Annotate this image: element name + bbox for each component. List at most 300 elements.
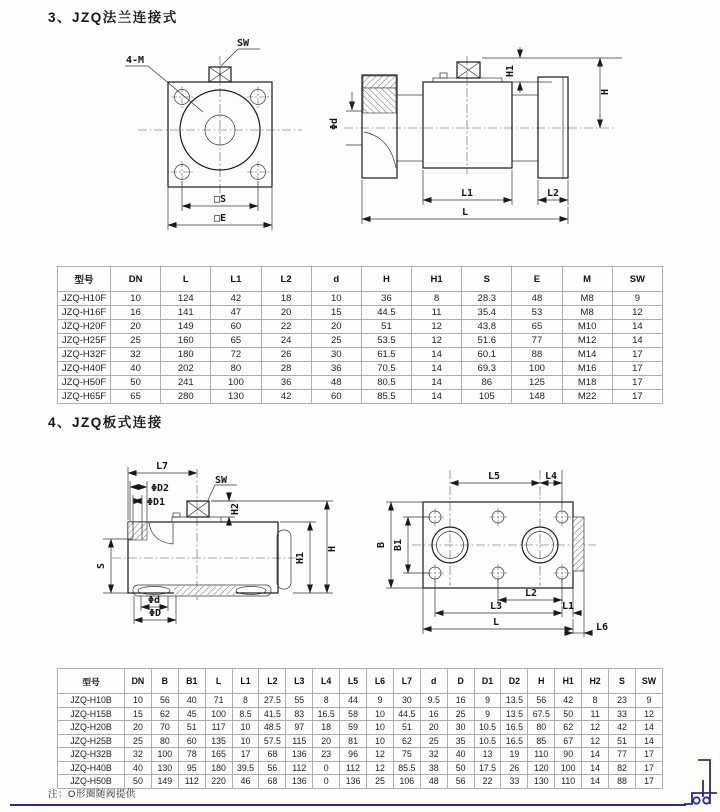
dim-label-b1: B1 bbox=[393, 538, 404, 552]
table-cell: 117 bbox=[205, 721, 232, 735]
table-cell: 16.5 bbox=[313, 707, 340, 721]
table-cell: 100 bbox=[205, 707, 232, 721]
column-header: L5 bbox=[340, 669, 367, 694]
table-cell: 78 bbox=[178, 748, 205, 762]
column-header: H bbox=[361, 267, 411, 292]
table-cell: 42 bbox=[555, 694, 582, 708]
table-cell: 9 bbox=[367, 694, 394, 708]
column-header: D bbox=[447, 669, 474, 694]
column-header: L2 bbox=[259, 669, 286, 694]
table-cell: 180 bbox=[205, 761, 232, 775]
table-cell: 8 bbox=[582, 694, 609, 708]
table-cell: 67.5 bbox=[528, 707, 555, 721]
table-cell: 85 bbox=[528, 734, 555, 748]
table-cell: 68 bbox=[259, 775, 286, 789]
table-cell: 10 bbox=[111, 292, 161, 306]
table-cell: 50 bbox=[555, 707, 582, 721]
dim-label-l-plate: L bbox=[492, 617, 500, 628]
table-cell: JZQ-H25B bbox=[58, 734, 125, 748]
table-cell: 47 bbox=[211, 306, 261, 320]
table-cell: 136 bbox=[340, 775, 367, 789]
dim-label-l1: L1 bbox=[460, 188, 474, 199]
table-cell: 65 bbox=[111, 390, 161, 404]
table-cell: 97 bbox=[286, 721, 313, 735]
table-cell: 60 bbox=[178, 734, 205, 748]
table-cell: M10 bbox=[562, 320, 612, 334]
table-cell: 136 bbox=[286, 748, 313, 762]
table-cell: 202 bbox=[161, 362, 211, 376]
table-cell: 44.5 bbox=[361, 306, 411, 320]
table-cell: 53 bbox=[512, 306, 562, 320]
dim-label-square-s: □S bbox=[213, 194, 227, 205]
plate-connection-drawings bbox=[0, 448, 720, 660]
table-cell: 12 bbox=[367, 748, 394, 762]
table-cell: 136 bbox=[286, 775, 313, 789]
table-cell: M22 bbox=[562, 390, 612, 404]
table-row bbox=[58, 348, 663, 362]
table-cell: 69.3 bbox=[462, 362, 512, 376]
table-cell: 51 bbox=[361, 320, 411, 334]
table-cell: 12 bbox=[582, 734, 609, 748]
table-cell: 56 bbox=[447, 775, 474, 789]
table-cell: 19 bbox=[501, 748, 528, 762]
table-cell: 68 bbox=[259, 748, 286, 762]
table-cell: 51.6 bbox=[462, 334, 512, 348]
table-row bbox=[58, 761, 663, 775]
dim-label-l2: L2 bbox=[546, 188, 560, 199]
table-cell: 9 bbox=[474, 694, 501, 708]
dim-label-h1-plate: H1 bbox=[295, 551, 306, 565]
table-cell: 80 bbox=[211, 362, 261, 376]
column-header: d bbox=[420, 669, 447, 694]
table-cell: 82 bbox=[609, 761, 636, 775]
table-row bbox=[58, 721, 663, 735]
table-cell: 125 bbox=[512, 376, 562, 390]
table-cell: 53.5 bbox=[361, 334, 411, 348]
table-cell: 16.5 bbox=[501, 721, 528, 735]
table-cell: 180 bbox=[161, 348, 211, 362]
dim-label-l7: L7 bbox=[155, 461, 169, 472]
table-cell: 17 bbox=[635, 748, 662, 762]
dim-label-phi-d-small: Φd bbox=[147, 595, 161, 606]
column-header: L4 bbox=[313, 669, 340, 694]
section-3-title: 3、JZQ法兰连接式 bbox=[48, 10, 178, 25]
table-cell: 112 bbox=[178, 775, 205, 789]
table-cell: 15 bbox=[311, 306, 361, 320]
table-cell: 18 bbox=[313, 721, 340, 735]
table-cell: 9 bbox=[635, 694, 662, 708]
table-cell: 51 bbox=[609, 734, 636, 748]
dim-label-sw: SW bbox=[237, 38, 250, 49]
table-cell: 12 bbox=[412, 320, 462, 334]
table-cell: 17.5 bbox=[474, 761, 501, 775]
table-cell: 15 bbox=[125, 707, 152, 721]
table-cell: 48 bbox=[512, 292, 562, 306]
section-4-title: 4、JZQ板式连接 bbox=[48, 415, 163, 430]
table-cell: 13.5 bbox=[501, 707, 528, 721]
header-row bbox=[58, 669, 663, 694]
table-row bbox=[58, 306, 663, 320]
table-cell: 100 bbox=[211, 376, 261, 390]
brand-knot-logo bbox=[684, 753, 720, 807]
dim-label-phi-d-cap: ΦD bbox=[148, 608, 162, 619]
table-cell: 51 bbox=[393, 721, 420, 735]
table-cell: 44 bbox=[340, 694, 367, 708]
table-cell: 35.4 bbox=[462, 306, 512, 320]
table-cell: 65 bbox=[211, 334, 261, 348]
table-cell: 8 bbox=[313, 694, 340, 708]
table-cell: 22 bbox=[261, 320, 311, 334]
table-cell: 10.5 bbox=[474, 721, 501, 735]
table-row bbox=[58, 376, 663, 390]
column-header: H2 bbox=[582, 669, 609, 694]
table-cell: 17 bbox=[635, 761, 662, 775]
table-cell: 14 bbox=[582, 748, 609, 762]
table-cell: JZQ-H15B bbox=[58, 707, 125, 721]
table-cell: 14 bbox=[612, 320, 662, 334]
dim-label-l1-plate: L1 bbox=[561, 601, 575, 612]
table-cell: 12 bbox=[582, 721, 609, 735]
table-cell: 85.5 bbox=[393, 761, 420, 775]
table-cell: 38 bbox=[420, 761, 447, 775]
table-cell: 0 bbox=[313, 761, 340, 775]
column-header: d bbox=[311, 267, 361, 292]
table-cell: 33 bbox=[609, 707, 636, 721]
table-cell: 9.5 bbox=[420, 694, 447, 708]
column-header: S bbox=[609, 669, 636, 694]
table-cell: 14 bbox=[582, 775, 609, 789]
bottom-rule bbox=[10, 804, 686, 806]
table-cell: 25 bbox=[367, 775, 394, 789]
dim-label-square-e: □E bbox=[213, 213, 227, 224]
table-cell: 60 bbox=[211, 320, 261, 334]
table-cell: 135 bbox=[205, 734, 232, 748]
table-cell: 80 bbox=[151, 734, 178, 748]
column-header: L bbox=[205, 669, 232, 694]
table-cell: 50 bbox=[447, 761, 474, 775]
table-cell: 61.5 bbox=[361, 348, 411, 362]
table-cell: 20 bbox=[313, 734, 340, 748]
table-cell: JZQ-H32F bbox=[58, 348, 111, 362]
column-header: L6 bbox=[367, 669, 394, 694]
table-cell: 33 bbox=[501, 775, 528, 789]
table-cell: M12 bbox=[562, 334, 612, 348]
table-cell: 14 bbox=[612, 334, 662, 348]
table-cell: 110 bbox=[555, 775, 582, 789]
table-cell: 130 bbox=[151, 761, 178, 775]
table-cell: 42 bbox=[211, 292, 261, 306]
table-cell: 112 bbox=[340, 761, 367, 775]
table-cell: 39.5 bbox=[232, 761, 259, 775]
column-header: H1 bbox=[412, 267, 462, 292]
column-header: L bbox=[161, 267, 211, 292]
column-header: D2 bbox=[501, 669, 528, 694]
column-header: E bbox=[512, 267, 562, 292]
table-cell: 20 bbox=[261, 306, 311, 320]
column-header: M bbox=[562, 267, 612, 292]
table-cell: 14 bbox=[412, 376, 462, 390]
table-row bbox=[58, 390, 663, 404]
table-cell: 85.5 bbox=[361, 390, 411, 404]
dim-label-h2: H2 bbox=[230, 502, 241, 516]
column-header: SW bbox=[635, 669, 662, 694]
table-cell: 70 bbox=[151, 721, 178, 735]
table-cell: 70.5 bbox=[361, 362, 411, 376]
table-cell: JZQ-H10B bbox=[58, 694, 125, 708]
table-cell: 14 bbox=[412, 362, 462, 376]
table-cell: 10.5 bbox=[474, 734, 501, 748]
table-cell: 55 bbox=[286, 694, 313, 708]
dim-label-b: B bbox=[376, 541, 387, 549]
table-cell: JZQ-H16F bbox=[58, 306, 111, 320]
table-cell: 42 bbox=[261, 390, 311, 404]
table-cell: 10 bbox=[367, 707, 394, 721]
table-cell: 14 bbox=[412, 348, 462, 362]
dim-label-4-m: 4-M bbox=[126, 55, 145, 66]
column-header: DN bbox=[111, 267, 161, 292]
table-cell: 20 bbox=[420, 721, 447, 735]
table-cell: 148 bbox=[512, 390, 562, 404]
table-cell: 280 bbox=[161, 390, 211, 404]
table-cell: 56 bbox=[259, 761, 286, 775]
dim-label-phi-d2: ΦD2 bbox=[151, 483, 170, 494]
table-cell: 42 bbox=[609, 721, 636, 735]
table-cell: 88 bbox=[512, 348, 562, 362]
table-cell: 80.5 bbox=[361, 376, 411, 390]
table-cell: 124 bbox=[161, 292, 211, 306]
table-cell: 32 bbox=[125, 748, 152, 762]
table-cell: 28.3 bbox=[462, 292, 512, 306]
table-cell: 28 bbox=[261, 362, 311, 376]
table-cell: 25 bbox=[111, 334, 161, 348]
table-cell: 56 bbox=[528, 694, 555, 708]
table-cell: 51 bbox=[178, 721, 205, 735]
table-cell: JZQ-H40F bbox=[58, 362, 111, 376]
table-cell: 115 bbox=[286, 734, 313, 748]
table-cell: 88 bbox=[609, 775, 636, 789]
table-cell: 60 bbox=[311, 390, 361, 404]
dim-label-l6: L6 bbox=[596, 622, 609, 633]
table-cell: 30 bbox=[393, 694, 420, 708]
table-cell: 10 bbox=[367, 734, 394, 748]
table-cell: 13.5 bbox=[501, 694, 528, 708]
table-cell: 48 bbox=[420, 775, 447, 789]
plate-dimension-table bbox=[57, 668, 663, 789]
table-cell: JZQ-H40B bbox=[58, 761, 125, 775]
column-header: 型号 bbox=[58, 267, 111, 292]
table-cell: 62 bbox=[151, 707, 178, 721]
table-cell: 23 bbox=[313, 748, 340, 762]
table-cell: 26 bbox=[261, 348, 311, 362]
table-cell: 18 bbox=[261, 292, 311, 306]
table-cell: 13 bbox=[474, 748, 501, 762]
column-header: H bbox=[528, 669, 555, 694]
table-row bbox=[58, 292, 663, 306]
table-cell: 83 bbox=[286, 707, 313, 721]
column-header: D1 bbox=[474, 669, 501, 694]
table-cell: 25 bbox=[447, 707, 474, 721]
table-cell: 77 bbox=[512, 334, 562, 348]
table-cell: 16 bbox=[447, 694, 474, 708]
table-cell: 100 bbox=[555, 761, 582, 775]
table-cell: 160 bbox=[161, 334, 211, 348]
table-cell: 75 bbox=[393, 748, 420, 762]
table-cell: 81 bbox=[340, 734, 367, 748]
table-cell: 16.5 bbox=[501, 734, 528, 748]
table-cell: 36 bbox=[361, 292, 411, 306]
table-cell: 48.5 bbox=[259, 721, 286, 735]
table-cell: 20 bbox=[311, 320, 361, 334]
table-cell: M8 bbox=[562, 292, 612, 306]
flange-front-view bbox=[125, 38, 302, 230]
table-cell: 72 bbox=[211, 348, 261, 362]
table-cell: 32 bbox=[111, 348, 161, 362]
table-cell: 40 bbox=[178, 694, 205, 708]
table-cell: 65 bbox=[512, 320, 562, 334]
table-cell: 20 bbox=[125, 721, 152, 735]
table-cell: 80 bbox=[528, 721, 555, 735]
dim-label-l2-plate: L2 bbox=[524, 588, 538, 599]
table-cell: 32 bbox=[420, 748, 447, 762]
table-cell: 62 bbox=[555, 721, 582, 735]
table-cell: 86 bbox=[462, 376, 512, 390]
table-cell: 12 bbox=[412, 334, 462, 348]
dim-label-phi-d: Φd bbox=[329, 117, 340, 131]
table-cell: 40 bbox=[125, 761, 152, 775]
dim-label-s: S bbox=[96, 562, 107, 570]
table-cell: 59 bbox=[340, 721, 367, 735]
table-cell: M16 bbox=[562, 362, 612, 376]
table-row bbox=[58, 734, 663, 748]
table-cell: 241 bbox=[161, 376, 211, 390]
table-cell: 8 bbox=[412, 292, 462, 306]
table-cell: 130 bbox=[211, 390, 261, 404]
table-cell: 25 bbox=[420, 734, 447, 748]
table-cell: 12 bbox=[612, 306, 662, 320]
table-cell: 10 bbox=[311, 292, 361, 306]
flange-dimension-table bbox=[57, 266, 663, 404]
table-cell: 14 bbox=[412, 390, 462, 404]
table-cell: 62 bbox=[393, 734, 420, 748]
dim-label-phi-d1: ΦD1 bbox=[147, 497, 166, 508]
table-cell: 50 bbox=[111, 376, 161, 390]
column-header: B1 bbox=[178, 669, 205, 694]
table-row bbox=[58, 320, 663, 334]
column-header: L7 bbox=[393, 669, 420, 694]
table-cell: JZQ-H50F bbox=[58, 376, 111, 390]
table-cell: 8.5 bbox=[232, 707, 259, 721]
table-row bbox=[58, 362, 663, 376]
column-header: DN bbox=[125, 669, 152, 694]
table-cell: 77 bbox=[609, 748, 636, 762]
table-row bbox=[58, 694, 663, 708]
table-cell: 90 bbox=[555, 748, 582, 762]
table-cell: 57.5 bbox=[259, 734, 286, 748]
table-cell: 58 bbox=[340, 707, 367, 721]
table-cell: 9 bbox=[612, 292, 662, 306]
table-cell: 36 bbox=[311, 362, 361, 376]
table-cell: 105 bbox=[462, 390, 512, 404]
dim-label-l4: L4 bbox=[544, 471, 558, 482]
table-cell: 35 bbox=[447, 734, 474, 748]
table-cell: 40 bbox=[111, 362, 161, 376]
table-cell: 16 bbox=[420, 707, 447, 721]
table-cell: 56 bbox=[151, 694, 178, 708]
table-cell: 14 bbox=[635, 734, 662, 748]
flange-connection-drawings bbox=[0, 28, 720, 248]
table-cell: 44.5 bbox=[393, 707, 420, 721]
column-header: H1 bbox=[555, 669, 582, 694]
table-cell: 130 bbox=[528, 775, 555, 789]
column-header: S bbox=[462, 267, 512, 292]
table-cell: 149 bbox=[161, 320, 211, 334]
column-header: L2 bbox=[261, 267, 311, 292]
table-cell: 23 bbox=[609, 694, 636, 708]
column-header: B bbox=[151, 669, 178, 694]
table-cell: M8 bbox=[562, 306, 612, 320]
table-cell: 24 bbox=[261, 334, 311, 348]
plate-side-view bbox=[96, 461, 338, 624]
table-cell: 11 bbox=[412, 306, 462, 320]
table-cell: 120 bbox=[528, 761, 555, 775]
table-cell: JZQ-H25F bbox=[58, 334, 111, 348]
table-cell: 100 bbox=[151, 748, 178, 762]
dim-label-l5: L5 bbox=[487, 471, 501, 482]
dim-label-sw2: SW bbox=[215, 475, 228, 486]
table-cell: 25 bbox=[311, 334, 361, 348]
header-row bbox=[58, 267, 663, 292]
table-cell: 17 bbox=[612, 348, 662, 362]
table-cell: 43.8 bbox=[462, 320, 512, 334]
table-cell: JZQ-H65F bbox=[58, 390, 111, 404]
column-header: L3 bbox=[286, 669, 313, 694]
table-cell: 17 bbox=[612, 362, 662, 376]
table-cell: 26 bbox=[501, 761, 528, 775]
table-cell: 11 bbox=[582, 707, 609, 721]
table-cell: 10 bbox=[232, 734, 259, 748]
table-cell: 17 bbox=[232, 748, 259, 762]
table-cell: 36 bbox=[261, 376, 311, 390]
table-cell: JZQ-H50B bbox=[58, 775, 125, 789]
table-cell: 8 bbox=[232, 694, 259, 708]
table-cell: 48 bbox=[311, 376, 361, 390]
column-header: L1 bbox=[232, 669, 259, 694]
table-cell: 149 bbox=[151, 775, 178, 789]
table-cell: M14 bbox=[562, 348, 612, 362]
table-cell: 12 bbox=[635, 707, 662, 721]
table-cell: 0 bbox=[313, 775, 340, 789]
table-row bbox=[58, 334, 663, 348]
table-cell: JZQ-H32B bbox=[58, 748, 125, 762]
column-header: SW bbox=[612, 267, 662, 292]
table-cell: 20 bbox=[111, 320, 161, 334]
table-cell: 60.1 bbox=[462, 348, 512, 362]
table-cell: 10 bbox=[367, 721, 394, 735]
flange-side-view bbox=[329, 47, 622, 224]
table-row bbox=[58, 775, 663, 789]
table-cell: 40 bbox=[447, 748, 474, 762]
table-cell: 30 bbox=[447, 721, 474, 735]
table-cell: JZQ-H20F bbox=[58, 320, 111, 334]
column-header: 型号 bbox=[58, 669, 125, 694]
table-cell: 12 bbox=[367, 761, 394, 775]
table-cell: 10 bbox=[125, 694, 152, 708]
table-cell: 45 bbox=[178, 707, 205, 721]
table-cell: 9 bbox=[474, 707, 501, 721]
dim-label-h: H bbox=[600, 88, 611, 96]
table-cell: JZQ-H10F bbox=[58, 292, 111, 306]
table-cell: 50 bbox=[125, 775, 152, 789]
